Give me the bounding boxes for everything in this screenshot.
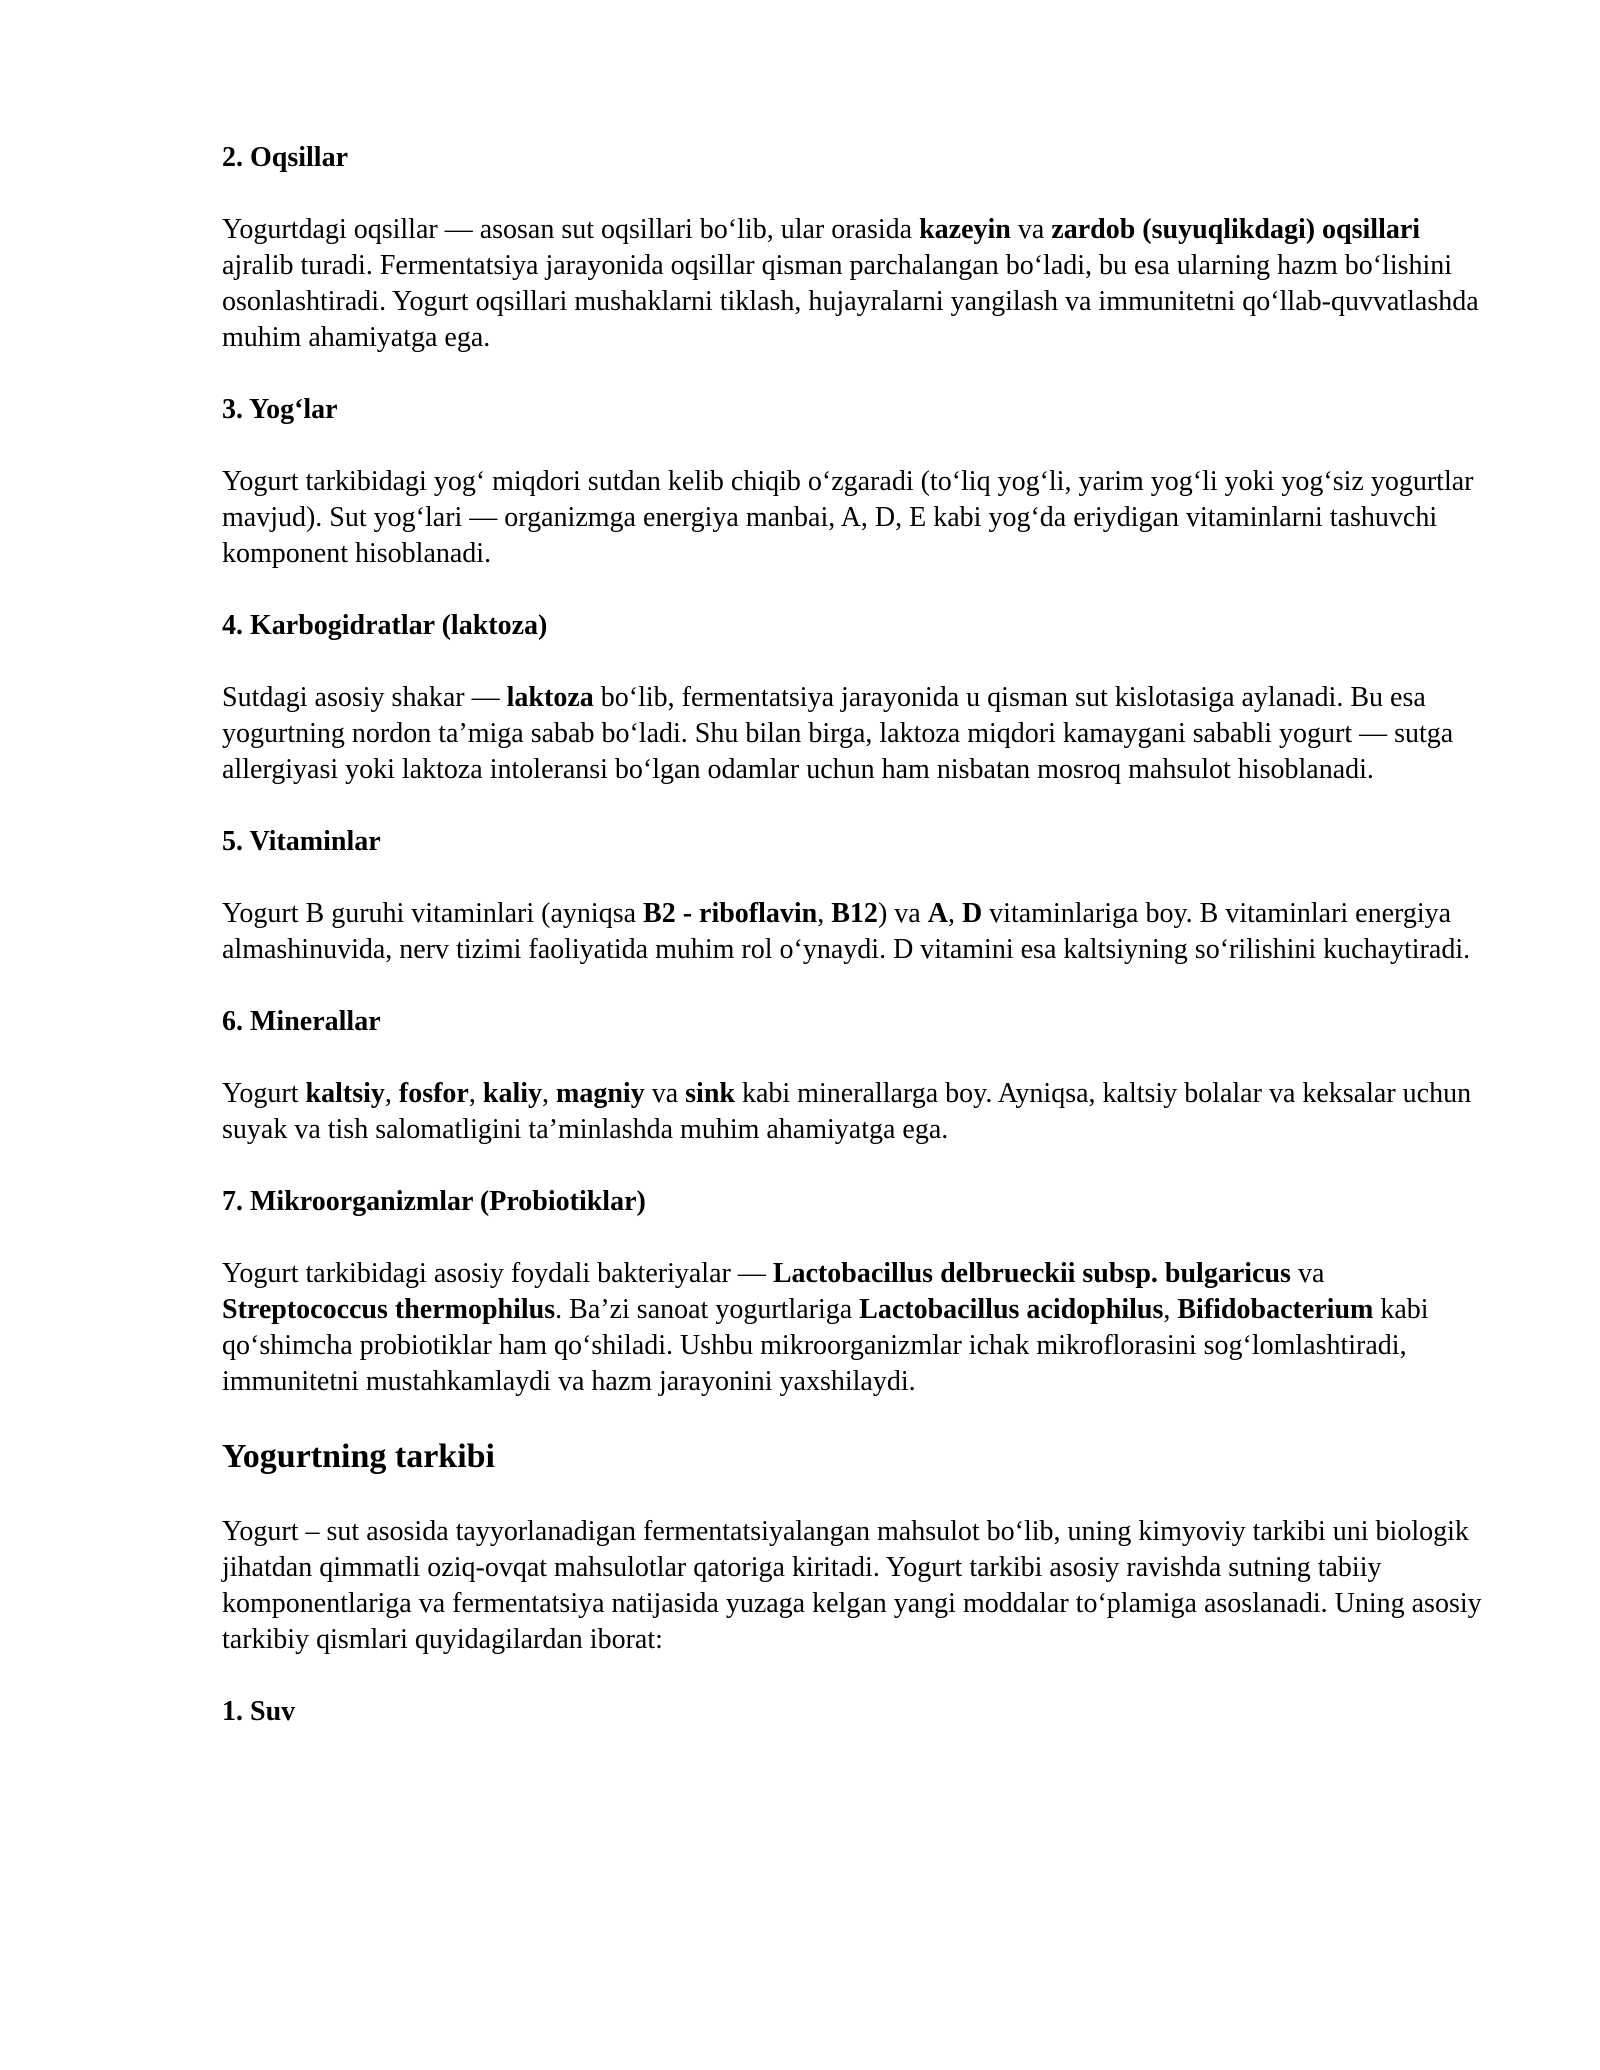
- section-heading-mikroorganizmlar: 7. Mikroorganizmlar (Probiotiklar): [222, 1186, 646, 1217]
- paragraph-vitaminlar: Yogurt B guruhi vitaminlari (ayniqsa B2 - riboflavin, B12) va A, D vitaminlariga boy. B vitaminlari energiya almashinuvida, nerv tizimi faoliyatida muhim rol o‘ynaydi. D vitamini esa kaltsiyning so‘rilishini kuchaytiradi.: [222, 898, 1471, 965]
- section-heading-karbogidratlar: 4. Karbogidratlar (laktoza): [222, 610, 548, 641]
- paragraph-tarkibi: Yogurt – sut asosida tayyorlanadigan fermentatsiyalangan mahsulot bo‘lib, uning kimyoviy tarkibi uni biologik jihatdan qimmatli oziq-ovqat mahsulotlar qatoriga kiritadi. Yogurt tarkibi asosiy ravishda sutning tabiiy komponentlariga va fermentatsiya natijasida yuzaga kelgan yangi moddalar to‘plamiga asoslanadi. Uning asosiy tarkibiy qismlari quyidagilardan iborat:: [222, 1516, 1482, 1655]
- document-page: [222, 140, 1492, 1730]
- section-heading-oqsillar: 2. Oqsillar: [222, 142, 349, 173]
- section-heading-suv: 1. Suv: [222, 1696, 296, 1727]
- paragraph-yoglar: Yogurt tarkibidagi yog‘ miqdori sutdan kelib chiqib o‘zgaradi (to‘liq yog‘li, yarim yog‘li yoki yog‘siz yogurtlar mavjud). Sut yog‘lari — organizmga energiya manbai, A, D, E kabi yog‘da eriydigan vitaminlarni tashuvchi komponent hisoblanadi.: [222, 466, 1474, 569]
- paragraph-karbogidratlar: Sutdagi asosiy shakar — laktoza bo‘lib, fermentatsiya jarayonida u qisman sut kislotasiga aylanadi. Bu esa yogurtning nordon ta’miga sabab bo‘ladi. Shu bilan birga, laktoza miqdori kamaygani sababli yogurt — sutga allergiyasi yoki laktoza intoleransi bo‘lgan odamlar uchun ham nisbatan mosroq mahsulot hisoblanadi.: [222, 682, 1454, 785]
- paragraph-minerallar: Yogurt kaltsiy, fosfor, kaliy, magniy va sink kabi minerallarga boy. Ayniqsa, kaltsiy bolalar va keksalar uchun suyak va tish salomatligini ta’minlashda muhim ahamiyatga ega.: [222, 1078, 1472, 1145]
- section-heading-yoglar: 3. Yog‘lar: [222, 394, 338, 425]
- section-heading-vitaminlar: 5. Vitaminlar: [222, 826, 381, 857]
- section-title-tarkibi: Yogurtning tarkibi: [222, 1438, 495, 1475]
- paragraph-mikroorganizmlar: Yogurt tarkibidagi asosiy foydali bakteriyalar — Lactobacillus delbrueckii subsp. bulgaricus va Streptococcus thermophilus. Ba’zi sanoat yogurtlariga Lactobacillus acidophilus, Bifidobacterium kabi qo‘shimcha probiotiklar ham qo‘shiladi. Ushbu mikroorganizmlar ichak mikroflorasini sog‘lomlashtiradi, immunitetni mustahkamlaydi va hazm jarayonini yaxshilaydi.: [222, 1258, 1429, 1397]
- paragraph-oqsillar: Yogurtdagi oqsillar — asosan sut oqsillari bo‘lib, ular orasida kazeyin va zardob (suyuqlikdagi) oqsillari ajralib turadi. Fermentatsiya jarayonida oqsillar qisman parchalangan bo‘ladi, bu esa ularning hazm bo‘lishini osonlashtiradi. Yogurt oqsillari mushaklarni tiklash, hujayralarni yangilash va immunitetni qo‘llab-quvvatlashda muhim ahamiyatga ega.: [222, 214, 1479, 353]
- section-heading-minerallar: 6. Minerallar: [222, 1006, 381, 1037]
